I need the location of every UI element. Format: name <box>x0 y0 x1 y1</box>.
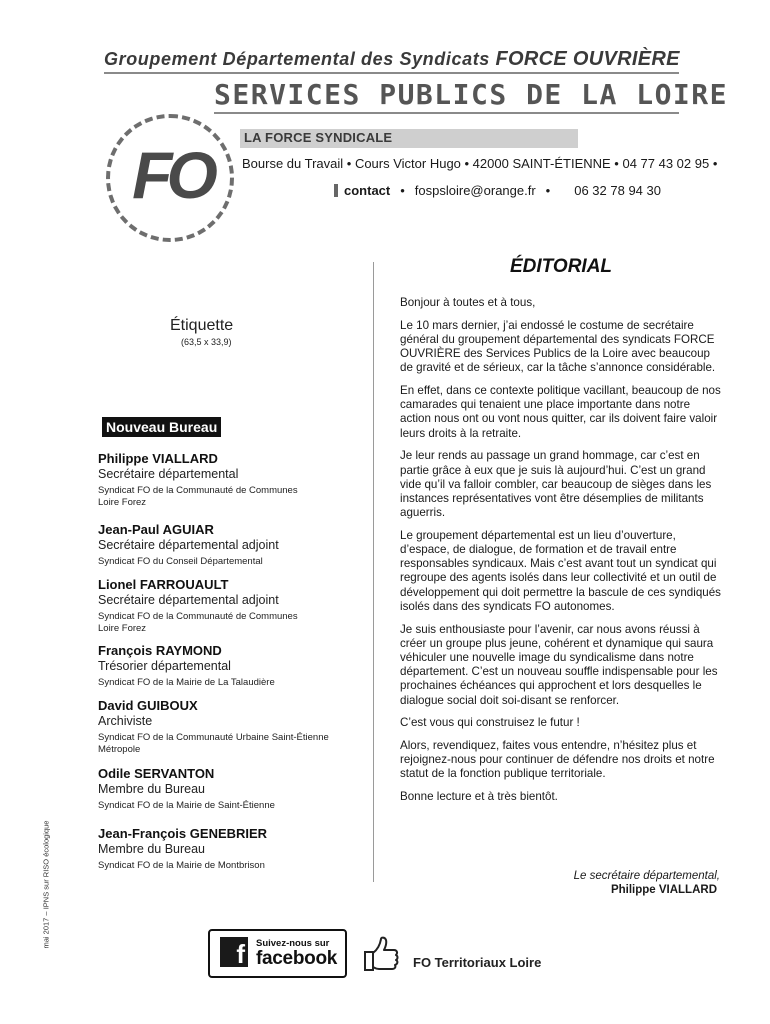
editorial-paragraph: Bonjour à toutes et à tous, <box>400 296 536 309</box>
nouveau-bureau-title: Nouveau Bureau <box>102 417 221 437</box>
member-name <box>98 826 348 841</box>
org-line-strong: FORCE OUVRIÈRE <box>495 48 680 70</box>
column-divider <box>373 262 374 882</box>
etiquette-size: (63,5 x 33,9) <box>181 337 232 347</box>
member-first-name: Lionel <box>98 577 137 592</box>
thumbs-up-icon <box>362 934 402 974</box>
editorial-body <box>400 296 722 813</box>
fo-logo-text: FO <box>132 138 212 212</box>
contact-phone: 06 32 78 94 30 <box>574 183 661 198</box>
bureau-member <box>98 826 348 872</box>
header-services-title: SERVICES PUBLICS DE LA LOIRE <box>214 78 729 111</box>
header-org-line <box>104 48 678 71</box>
member-name <box>98 522 348 537</box>
org-line-text: Groupement Départemental des Syndicats <box>104 49 490 69</box>
member-syndicat: Syndicat FO de la Mairie de La Talaudière <box>98 677 275 688</box>
member-syndicat: Syndicat FO de la Communauté de Communes Loire Forez <box>98 611 298 634</box>
member-last-name: AGUIAR <box>162 522 214 537</box>
contact-label: contact <box>344 183 391 198</box>
member-role: Archiviste <box>98 714 153 728</box>
member-name <box>98 766 348 781</box>
bureau-member <box>98 766 348 812</box>
bureau-member <box>98 643 348 689</box>
facebook-icon: f <box>220 937 248 967</box>
bureau-member <box>98 522 348 568</box>
member-last-name: RAYMOND <box>155 643 222 658</box>
editorial-paragraph: En effet, dans ce contexte politique vacillant, beaucoup de nos camarades qui tenaient une place importante dans notre action nous ont ou vont nous quitter, car ils doivent faire valoir leurs droits à la retraite. <box>400 384 721 440</box>
member-role: Membre du Bureau <box>98 782 206 796</box>
member-last-name: FARROUAULT <box>139 577 229 592</box>
editorial-paragraph: Alors, revendiquez, faites vous entendre, n’hésitez plus et rejoignez-nous pour continuer de défendre nos droits et notre statut de la fonction publique territoriale. <box>400 738 715 781</box>
member-role: Secrétaire départemental adjoint <box>98 593 279 607</box>
bureau-member <box>98 698 348 756</box>
member-syndicat: Syndicat FO du Conseil Départemental <box>98 556 263 567</box>
contact-row <box>334 183 661 198</box>
member-syndicat: Syndicat FO de la Communauté Urbaine Saint-Étienne Métropole <box>98 732 329 755</box>
member-syndicat: Syndicat FO de la Mairie de Saint-Étienne <box>98 800 275 811</box>
contact-email[interactable]: fospsloire@orange.fr <box>414 183 536 198</box>
bullet-separator: • <box>400 183 405 198</box>
member-name <box>98 698 348 713</box>
contact-bar-marker <box>334 184 338 197</box>
member-first-name: David <box>98 698 134 713</box>
member-first-name: Jean-Paul <box>98 522 160 537</box>
editorial-paragraph: Le 10 mars dernier, j’ai endossé le costume de secrétaire général du groupement départemental des syndicats FORCE OUVRIÈRE des Services Publics de la Loire avec beaucoup de gravité et de sérieux, car la tâche s’annonce considérable. <box>400 318 716 375</box>
member-role: Membre du Bureau <box>98 842 206 856</box>
member-last-name: SERVANTON <box>134 766 215 781</box>
address-line: Bourse du Travail • Cours Victor Hugo • 42000 SAINT-ÉTIENNE • 04 77 43 02 95 • <box>242 156 718 171</box>
member-name <box>98 451 348 466</box>
header-rule-top <box>104 72 679 74</box>
bureau-member <box>98 451 348 509</box>
facebook-wordmark: facebook <box>256 948 338 969</box>
force-syndicale-label: LA FORCE SYNDICALE <box>244 130 393 145</box>
header-rule-bottom <box>214 112 679 114</box>
member-first-name: François <box>98 643 153 658</box>
editorial-paragraph: Je suis enthousiaste pour l’avenir, car nous avons réussi à créer un groupe plus jeune, cohérent et dynamique qui saura véhiculer une nouvelle image du syndicalisme dans notre département. C’est un nouveau souffle indispensable pour les prochaines échéances qui approchent et lors desquelles le dialogue social doit soi-disant se renforcer. <box>400 622 718 707</box>
member-name <box>98 577 348 592</box>
editorial-paragraph: C’est vous qui construisez le futur ! <box>400 716 580 730</box>
editorial-paragraph: Bonne lecture et à très bientôt. <box>400 790 558 804</box>
bullet-separator: • <box>545 183 551 198</box>
signature-role: Le secrétaire départemental, <box>573 870 720 882</box>
editorial-paragraph: Je leur rends au passage un grand hommage, car c’est en partie grâce à eux que je suis là aujourd’hui. C’est un grand vide qu’il va falloir combler, car beaucoup de sièges dans les instances représentatives vont être désemplies de militants aguerris. <box>400 449 712 520</box>
etiquette-label: Étiquette <box>170 317 234 334</box>
member-syndicat: Syndicat FO de la Mairie de Montbrison <box>98 860 265 871</box>
member-last-name: GENEBRIER <box>189 826 268 841</box>
bureau-member <box>98 577 348 635</box>
member-role: Trésorier départemental <box>98 659 231 673</box>
signature-name: Philippe VIALLARD <box>610 884 717 896</box>
member-last-name: GUIBOUX <box>137 698 198 713</box>
member-syndicat: Syndicat FO de la Communauté de Communes Loire Forez <box>98 485 298 508</box>
member-role: Secrétaire départemental adjoint <box>98 538 279 552</box>
print-note: mai 2017 – IPNS sur RISO écologique <box>41 820 51 949</box>
editorial-title: ÉDITORIAL <box>510 256 613 277</box>
facebook-follow-label: Suivez-nous sur <box>256 938 330 949</box>
member-role: Secrétaire départemental <box>98 467 239 481</box>
member-first-name: Philippe <box>98 451 149 466</box>
editorial-paragraph: Le groupement départemental est un lieu d’ouverture, d’espace, de dialogue, de formation et de travail entre responsables syndicaux. Mais c’est avant tout un syndicat qui regroupe des agents isolés dans leur collectivité et un outil de développement qui doit permettre la bascule de ces syndiqués isolés dans des syndicats FO autonomes. <box>400 528 721 613</box>
facebook-page-name[interactable]: FO Territoriaux Loire <box>413 955 542 970</box>
member-last-name: VIALLARD <box>152 451 218 466</box>
member-name <box>98 643 348 658</box>
member-first-name: Jean-François <box>98 826 187 841</box>
member-first-name: Odile <box>98 766 131 781</box>
